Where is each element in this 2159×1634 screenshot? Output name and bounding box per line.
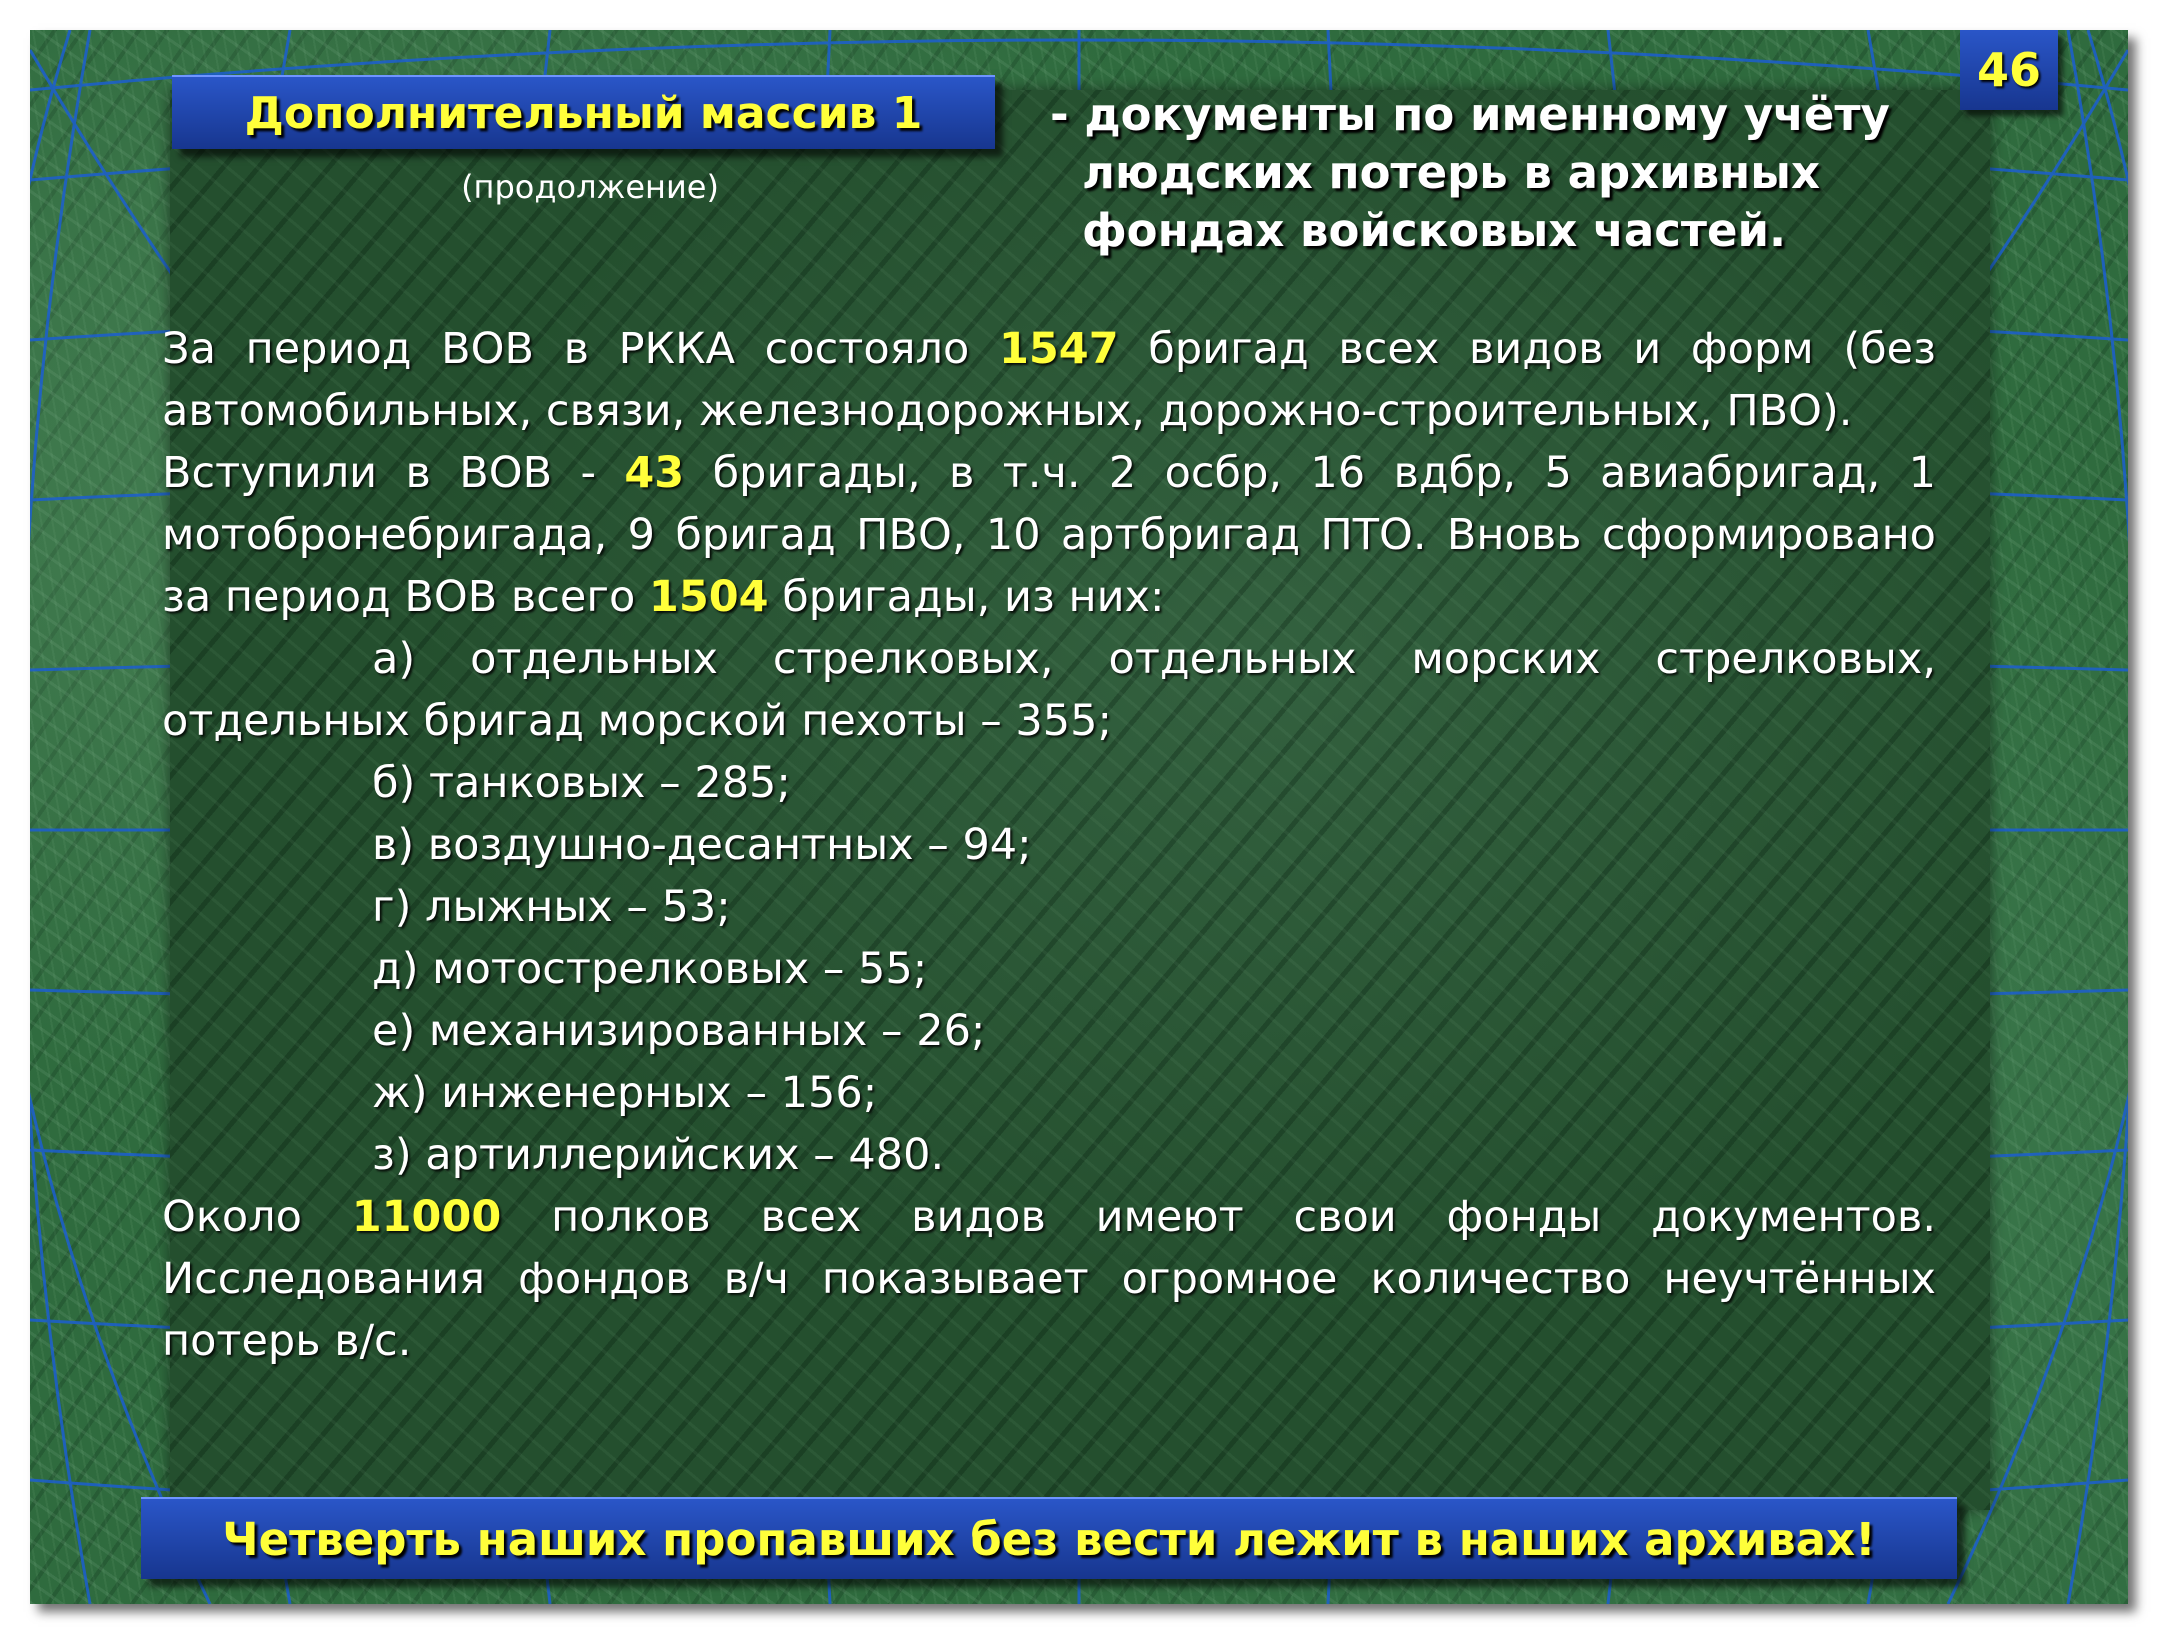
p2-text-after: бригады, из них: <box>768 572 1165 622</box>
body-text <box>162 318 1936 1372</box>
page-number-badge <box>1960 30 2058 110</box>
heading-line-2: людских потерь в архивных <box>1082 146 1820 199</box>
p1-text-before: За период ВОВ в РККА состояло <box>162 324 999 374</box>
list-item: ж) инженерных – 156; <box>372 1068 878 1118</box>
footer-banner <box>141 1497 1957 1579</box>
heading-line-1: - документы по именному учёту <box>1050 88 1890 141</box>
list-item: в) воздушно-десантных – 94; <box>372 820 1032 870</box>
p2-highlight-number-2: 1504 <box>648 572 769 622</box>
paragraph-brigades-entered <box>162 442 1936 628</box>
p2-text-before: Вступили в ВОВ - <box>162 448 625 498</box>
list-item: а) отдельных стрелковых, отдельных морских стрелковых, отдельных бригад морской пехоты – 355; <box>162 634 1936 746</box>
p2-highlight-number: 43 <box>624 448 685 498</box>
p3-text-before: Около <box>162 1192 352 1242</box>
list-item: з) артиллерийских – 480. <box>372 1130 945 1180</box>
p3-text-after: полков всех видов имеют свои фонды документов. Исследования фондов в/ч показывает огромное количество неучтённых потерь в/с. <box>162 1192 1936 1366</box>
p1-highlight-number: 1547 <box>998 324 1119 374</box>
p3-highlight-number: 11000 <box>351 1192 502 1242</box>
footer-text: Четверть наших пропавших без вести лежит в наших архивах! <box>222 1512 1876 1566</box>
subtitle: (продолжение) <box>461 168 719 206</box>
list-item: д) мотострелковых – 55; <box>372 944 928 994</box>
p2-text-middle: бригады, в т.ч. 2 осбр, 16 вдбр, 5 авиабригад, 1 мотобронебригада, 9 бригад ПВО, 10 артбригад ПТО. Вновь сформировано за период ВОВ всего <box>162 448 1936 622</box>
p1-text-after: бригад всех видов и форм (без автомобильных, связи, железнодорожных, дорожно-строительных, ПВО). <box>162 324 1936 436</box>
list-item: б) танковых – 285; <box>372 758 791 808</box>
paragraph-regiments <box>162 1186 1936 1372</box>
title-banner <box>172 75 995 149</box>
list-item: г) лыжных – 53; <box>372 882 731 932</box>
heading <box>1050 86 1950 260</box>
paragraph-brigades-total <box>162 318 1936 442</box>
heading-line-3: фондах войсковых частей. <box>1082 204 1787 257</box>
page-number: 46 <box>1976 43 2041 97</box>
list-item: е) механизированных – 26; <box>372 1006 986 1056</box>
title-text: Дополнительный массив 1 <box>244 87 923 139</box>
